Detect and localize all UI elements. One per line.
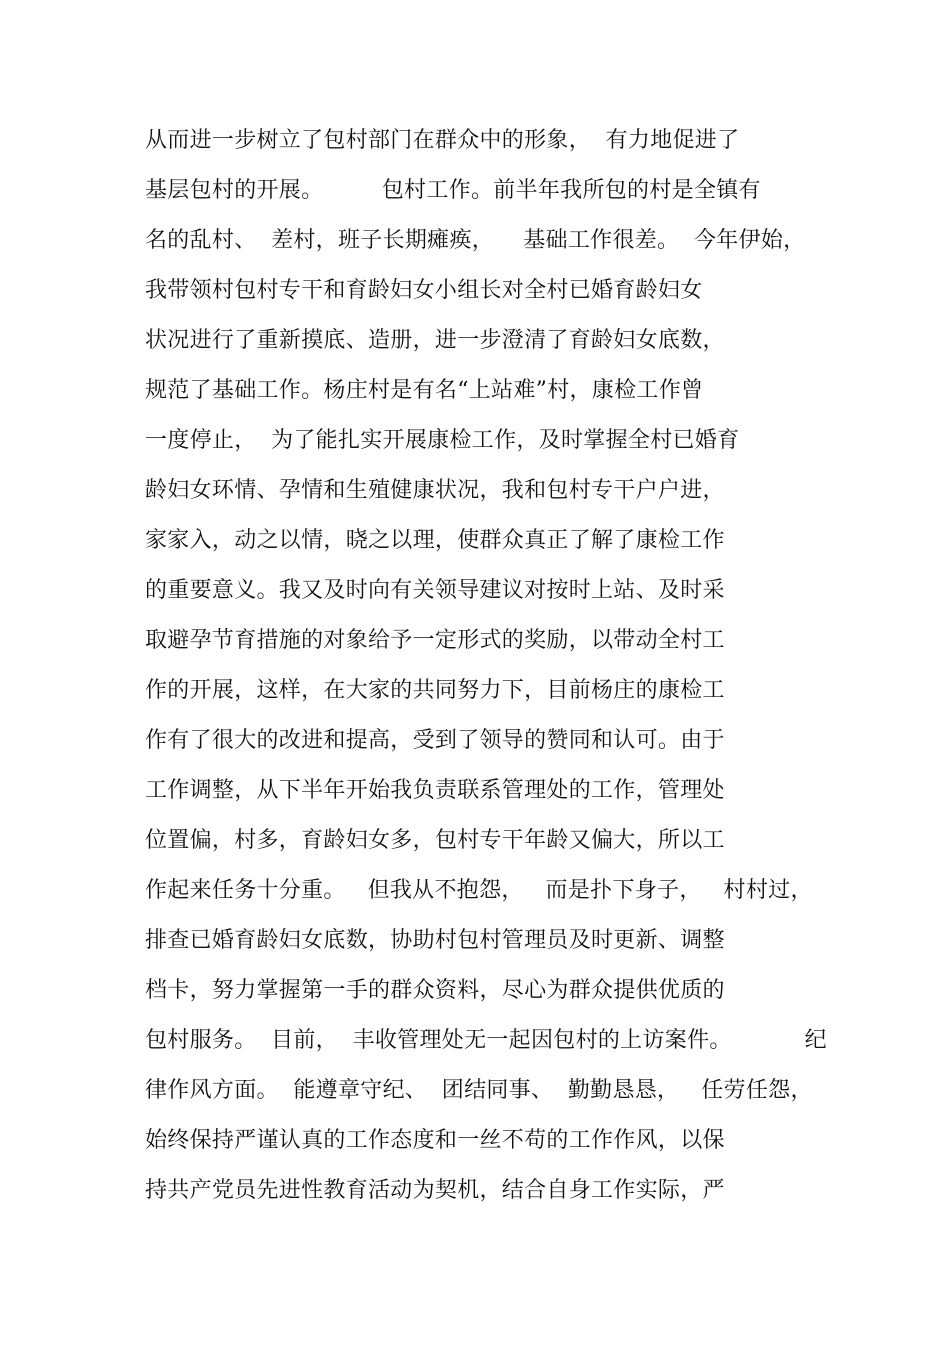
text-line: 位置偏，村多，育龄妇女多，包村专干年龄又偏大，所以工 <box>145 828 725 853</box>
text-line: 我带领村包村专干和育龄妇女小组长对全村已婚育龄妇女 <box>145 278 703 303</box>
text-line: 作起来任务十分重。 但我从不抱怨， 而是扑下身子， 村村过， <box>145 878 813 903</box>
text-line: 的重要意义。我又及时向有关领导建议对按时上站、及时采 <box>145 578 725 603</box>
text-line: 家家入，动之以情，晓之以理，使群众真正了解了康检工作 <box>145 528 725 553</box>
text-line: 从而进一步树立了包村部门在群众中的形象， 有力地促进了 <box>145 128 740 153</box>
text-line: 始终保持严谨认真的工作态度和一丝不苟的工作作风，以保 <box>145 1128 725 1153</box>
text-line: 状况进行了重新摸底、造册，进一步澄清了育龄妇女底数， <box>145 328 725 353</box>
text-line: 规范了基础工作。杨庄村是有名“上站难”村，康检工作曾 <box>145 378 704 403</box>
text-line: 工作调整，从下半年开始我负责联系管理处的工作，管理处 <box>145 778 725 803</box>
text-line: 持共产党员先进性教育活动为契机，结合自身工作实际，严 <box>145 1178 725 1203</box>
text-line: 作的开展，这样，在大家的共同努力下，目前杨庄的康检工 <box>145 678 725 703</box>
text-line: 一度停止， 为了能扎实开展康检工作，及时掌握全村已婚育 <box>145 428 740 453</box>
text-line: 排查已婚育龄妇女底数，协助村包村管理员及时更新、调整 <box>145 928 725 953</box>
text-line: 龄妇女环情、孕情和生殖健康状况，我和包村专干户户进， <box>145 478 725 503</box>
text-line: 档卡，努力掌握第一手的群众资料，尽心为群众提供优质的 <box>145 978 725 1003</box>
text-line: 包村服务。 目前， 丰收管理处无一起因包村的上访案件。 纪 <box>145 1028 827 1053</box>
text-line: 律作风方面。 能遵章守纪、 团结同事、 勤勤恳恳， 任劳任怨， <box>145 1078 813 1103</box>
text-line: 基层包村的开展。 包村工作。前半年我所包的村是全镇有 <box>145 178 761 203</box>
text-line: 作有了很大的改进和提高，受到了领导的赞同和认可。由于 <box>145 728 725 753</box>
text-line: 名的乱村、 差村，班子长期瘫痪， 基础工作很差。 今年伊始， <box>145 228 806 253</box>
text-line: 取避孕节育措施的对象给予一定形式的奖励，以带动全村工 <box>145 628 725 653</box>
